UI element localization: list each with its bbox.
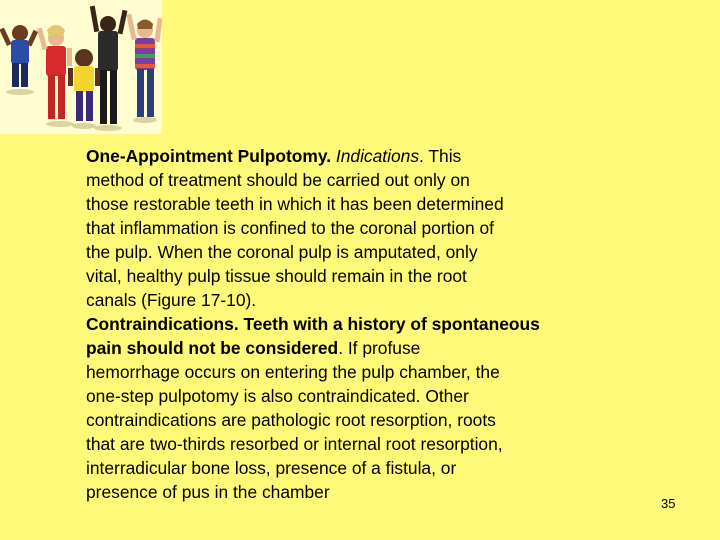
contraindications-heading-line-2: pain should not be considered	[86, 338, 339, 358]
text-line-9	[86, 336, 646, 360]
contraindications-heading-line-1: Contraindications. Teeth with a history of spontaneous	[86, 314, 540, 334]
text-line-2: method of treatment should be carried out only on	[86, 170, 470, 190]
text-fragment: . If profuse	[338, 338, 421, 358]
body-text	[86, 144, 646, 504]
indications-label: Indications	[331, 146, 420, 166]
text-line-7: canals (Figure 17-10).	[86, 290, 257, 310]
text-line-3: those restorable teeth in which it has been determined	[86, 194, 504, 214]
text-line-6: vital, healthy pulp tissue should remain in the root	[86, 266, 467, 286]
text-line-10: hemorrhage occurs on entering the pulp chamber, the	[86, 362, 500, 382]
text-line-13: that are two-thirds resorbed or internal root resorption,	[86, 434, 503, 454]
text-line-4: that inflammation is confined to the coronal portion of	[86, 218, 494, 238]
heading-one-appointment-pulpotomy: One-Appointment Pulpotomy.	[86, 146, 332, 166]
text-line-5: the pulp. When the coronal pulp is amputated, only	[86, 242, 478, 262]
text-line-11: one-step pulpotomy is also contraindicated. Other	[86, 386, 469, 406]
text-line-14: interradicular bone loss, presence of a fistula, or	[86, 458, 457, 478]
page-number: 35	[661, 496, 676, 511]
children-jumping-image	[0, 0, 162, 134]
text-line-15: presence of pus in the chamber	[86, 482, 330, 502]
text-line-12: contraindications are pathologic root resorption, roots	[86, 410, 496, 430]
text-line-1	[86, 144, 646, 168]
text-fragment: . This	[419, 146, 462, 166]
